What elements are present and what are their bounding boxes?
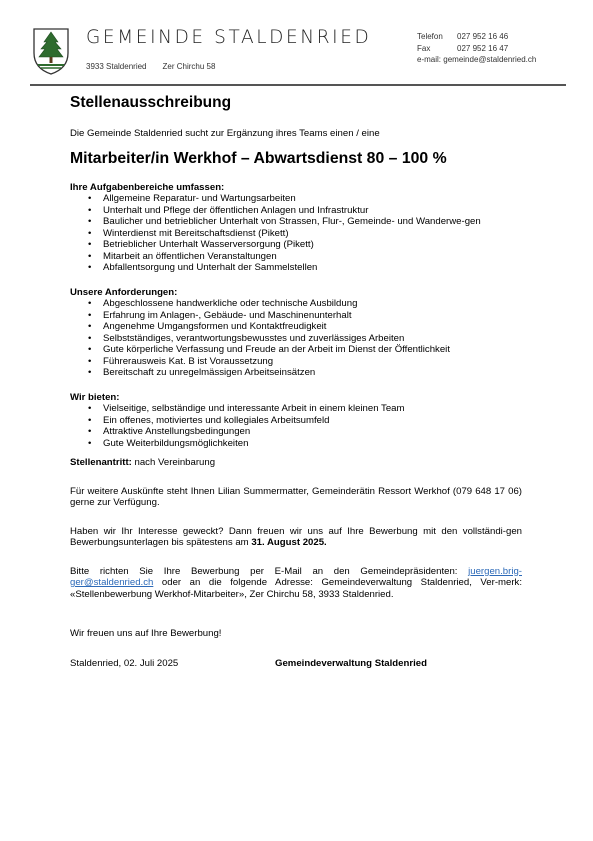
organization-name: GEMEINDE STALDENRIED: [86, 27, 372, 48]
closing-line: Wir freuen uns auf Ihre Bewerbung!: [70, 628, 222, 639]
list-item: • Vielseitige, selbständige und interessante Arbeit in einem kleinen Team: [103, 403, 522, 415]
signature-row: [70, 658, 522, 672]
requirements-list: [70, 298, 522, 379]
list-item: • Winterdienst mit Bereitschaftsdienst (Pikett): [103, 228, 522, 240]
list-item: • Attraktive Anstellungsbedingungen: [103, 426, 522, 438]
document-body: [70, 94, 522, 672]
list-item: • Abgeschlossene handwerkliche oder technische Ausbildung: [103, 298, 522, 310]
email-row: [417, 54, 536, 66]
fax-number: 027 952 16 47: [457, 43, 509, 53]
coat-of-arms-icon: [32, 27, 70, 75]
list-item: • Abfallentsorgung und Unterhalt der Sammelstellen: [103, 262, 522, 274]
list-item: • Ein offenes, motiviertes und kollegiales Arbeitsumfeld: [103, 415, 522, 427]
list-item: • Angenehme Umgangsformen und Kontaktfreudigkeit: [103, 321, 522, 333]
section-title-tasks: Ihre Aufgabenbereiche umfassen:: [70, 181, 225, 193]
place-date: Staldenried, 02. Juli 2025: [70, 657, 179, 669]
fax-row: [417, 43, 536, 55]
offer-list: [70, 403, 522, 449]
contact-block: [417, 31, 536, 66]
list-item: • Gute Weiterbildungsmöglichkeiten: [103, 438, 522, 450]
application-paragraph: [70, 566, 522, 601]
street-address: Zer Chirchu 58: [162, 62, 216, 71]
list-item: • Unterhalt und Pflege der öffentlichen Anlagen und Infrastruktur: [103, 205, 522, 217]
email-address[interactable]: gemeinde@staldenried.ch: [443, 55, 537, 64]
list-item: • Baulicher und betrieblicher Unterhalt von Strassen, Flur-, Gemeinde- und Wanderwe-gen: [103, 216, 522, 228]
job-title: Mitarbeiter/in Werkhof – Abwartsdienst 80 – 100 %: [70, 149, 447, 167]
application-email-link[interactable]: juergen.brig-ger@staldenried.ch: [70, 565, 522, 588]
header-divider: [30, 84, 566, 86]
phone-row: [417, 31, 536, 43]
info-paragraph: Für weitere Auskünfte steht Ihnen Lilian Summermatter, Gemeinderätin Ressort Werkhof (079 648 17 06) gerne zur Verfügung.: [70, 485, 522, 508]
email-label: e-mail:: [417, 55, 442, 64]
tasks-list: [70, 193, 522, 274]
list-item: • Führerausweis Kat. B ist Voraussetzung: [103, 356, 522, 368]
list-item: • Selbstständiges, verantwortungsbewusstes und zuverlässiges Arbeiten: [103, 333, 522, 345]
section-title-offer: Wir bieten:: [70, 391, 120, 403]
application-text-1: Bitte richten Sie Ihre Bewerbung per E-Mail an den Gemeindepräsidenten:: [70, 565, 458, 577]
application-deadline: 31. August 2025.: [251, 537, 327, 548]
phone-number: 027 952 16 46: [457, 32, 509, 41]
list-item: • Gute körperliche Verfassung und Freude an der Arbeit im Dienst der Öffentlichkeit: [103, 344, 522, 356]
list-item: • Allgemeine Reparatur- und Wartungsarbeiten: [103, 193, 522, 205]
phone-label: Telefon: [417, 32, 443, 41]
list-item: • Betrieblicher Unterhalt Wasserversorgung (Pikett): [103, 239, 522, 251]
interest-text: Haben wir Ihr Interesse geweckt? Dann freuen wir uns auf Ihre Bewerbung mit den vollständi-gen Bewerbungsunterlagen bis spätestens am: [70, 525, 522, 548]
postcode-place: 3933 Staldenried: [86, 62, 147, 71]
fax-label: Fax: [417, 43, 431, 53]
list-item: • Bereitschaft zu unregelmässigen Arbeitseinsätzen: [103, 367, 522, 379]
start-date-paragraph: [70, 457, 522, 469]
organization-address: [86, 62, 231, 71]
list-item: • Mitarbeit an öffentlichen Veranstaltungen: [103, 251, 522, 263]
interest-paragraph: [70, 526, 522, 549]
start-date-label: Stellenantritt:: [70, 457, 132, 468]
application-text-2: oder an die folgende Adresse: Gemeindeverwaltung Staldenried, Ver-merk: «Stellenbewerbung Werkhof-Mitarbeiter», Zer Chirchu 58, 3933 Staldenried.: [70, 577, 522, 600]
signer-name: Gemeindeverwaltung Staldenried: [275, 657, 427, 669]
section-title-requirements: Unsere Anforderungen:: [70, 286, 178, 298]
start-date-value: nach Vereinbarung: [134, 457, 216, 468]
list-item: • Erfahrung im Anlagen-, Gebäude- und Maschinenunterhalt: [103, 310, 522, 322]
document-heading: Stellenausschreibung: [70, 94, 232, 111]
intro-text: Die Gemeinde Staldenried sucht zur Ergänzung ihres Teams einen / eine: [70, 128, 380, 139]
